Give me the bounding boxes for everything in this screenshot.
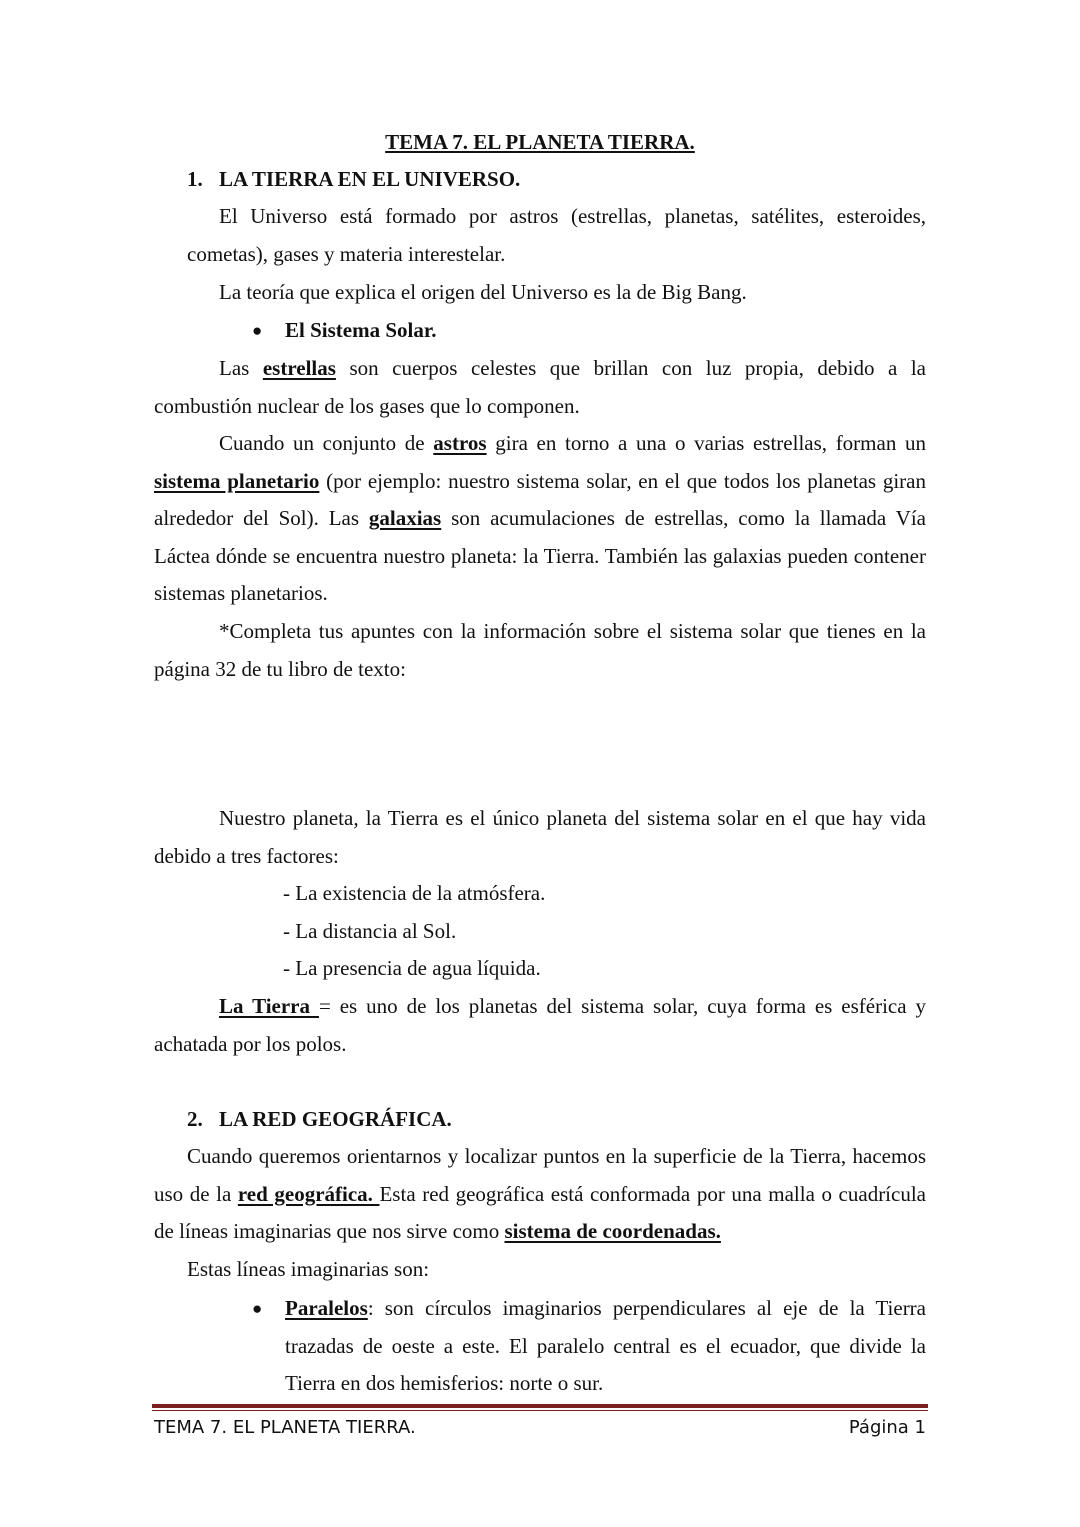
term-sistema-de-coordenadas: sistema de coordenadas.	[504, 1219, 721, 1244]
term-paralelos: Paralelos	[285, 1296, 368, 1320]
factor-item: - La existencia de la atmósfera.	[283, 881, 546, 905]
bullet-solar-system: El Sistema Solar.	[285, 318, 437, 342]
footer-divider	[152, 1404, 928, 1408]
text: Las	[219, 356, 263, 380]
text: son cuerpos celestes que brillan con luz propia, debido a la combustión nuclear de los gases que lo componen.	[154, 356, 927, 418]
text: son acumulaciones de estrellas, como la llamada Vía Láctea dónde se encuentra nuestro planeta: la Tierra. También las galaxias pueden contener sistemas planetarios.	[154, 506, 926, 606]
term-red-geografica: red geográfica.	[237, 1181, 380, 1206]
footer-title: TEMA 7. EL PLANETA TIERRA.	[154, 1417, 416, 1438]
paragraph-la-tierra	[154, 988, 926, 1063]
text: Cuando queremos orientarnos y localizar puntos en la superficie de la Tierra, hacemos uso de la	[154, 1144, 926, 1206]
section-1-heading	[187, 161, 520, 198]
term-estrellas: estrellas	[262, 356, 336, 380]
text: Cuando un conjunto de	[219, 431, 434, 455]
term-sistema-planetario: sistema planetario	[154, 468, 320, 493]
bullet-paralelos	[285, 1290, 926, 1403]
paragraph-stars	[154, 350, 926, 425]
text: (por ejemplo: nuestro sistema solar, en el que todos los planetas giran alrededor del Sol). Las	[154, 468, 926, 531]
paragraph-life-factors: Nuestro planeta, la Tierra es el único planeta del sistema solar en el que hay vida debido a tres factores:	[154, 806, 926, 868]
paragraph-big-bang: La teoría que explica el origen del Universo es la de Big Bang.	[219, 280, 747, 304]
section-2-title: LA RED GEOGRÁFICA.	[219, 1107, 452, 1131]
text: : son círculos imaginarios perpendiculares al eje de la Tierra trazadas de oeste a este. El paralelo central es el ecuador, que divide la Tierra en dos hemisferios: norte o sur.	[285, 1296, 926, 1396]
paragraph-planetary-system	[154, 425, 926, 613]
section-2-number: 2.	[187, 1107, 203, 1131]
factor-item: - La distancia al Sol.	[283, 919, 457, 943]
term-astros: astros	[433, 431, 487, 455]
section-1-title: LA TIERRA EN EL UNIVERSO.	[219, 167, 521, 191]
paragraph-complete-notes: *Completa tus apuntes con la información sobre el sistema solar que tienes en la página 32 de tu libro de texto:	[154, 619, 926, 681]
term-la-tierra: La Tierra	[219, 994, 319, 1018]
paragraph-lineas: Estas líneas imaginarias son:	[187, 1257, 430, 1281]
page-number: Página 1	[848, 1417, 926, 1438]
text: = es uno de los planetas del sistema solar, cuya forma es esférica y achatada por los polos.	[154, 994, 926, 1056]
paragraph-red-geografica	[154, 1138, 926, 1251]
text: gira en torno a una o varias estrellas, forman un	[486, 431, 926, 455]
footer-divider-thin	[152, 1410, 928, 1411]
section-2-heading	[187, 1101, 452, 1138]
document-title: TEMA 7. EL PLANETA TIERRA.	[385, 130, 695, 154]
factor-item: - La presencia de agua líquida.	[283, 956, 541, 980]
bullet-icon: ●	[252, 1299, 263, 1318]
term-galaxias: galaxias	[368, 506, 442, 531]
bullet-icon: ●	[252, 321, 263, 340]
section-1-number: 1.	[187, 167, 203, 191]
paragraph-universe: El Universo está formado por astros (estrellas, planetas, satélites, esteroides, cometas), gases y materia interestelar.	[187, 204, 926, 266]
text: Esta red geográfica está conformada por una malla o cuadrícula de líneas imaginarias que nos sirve como	[154, 1181, 926, 1244]
